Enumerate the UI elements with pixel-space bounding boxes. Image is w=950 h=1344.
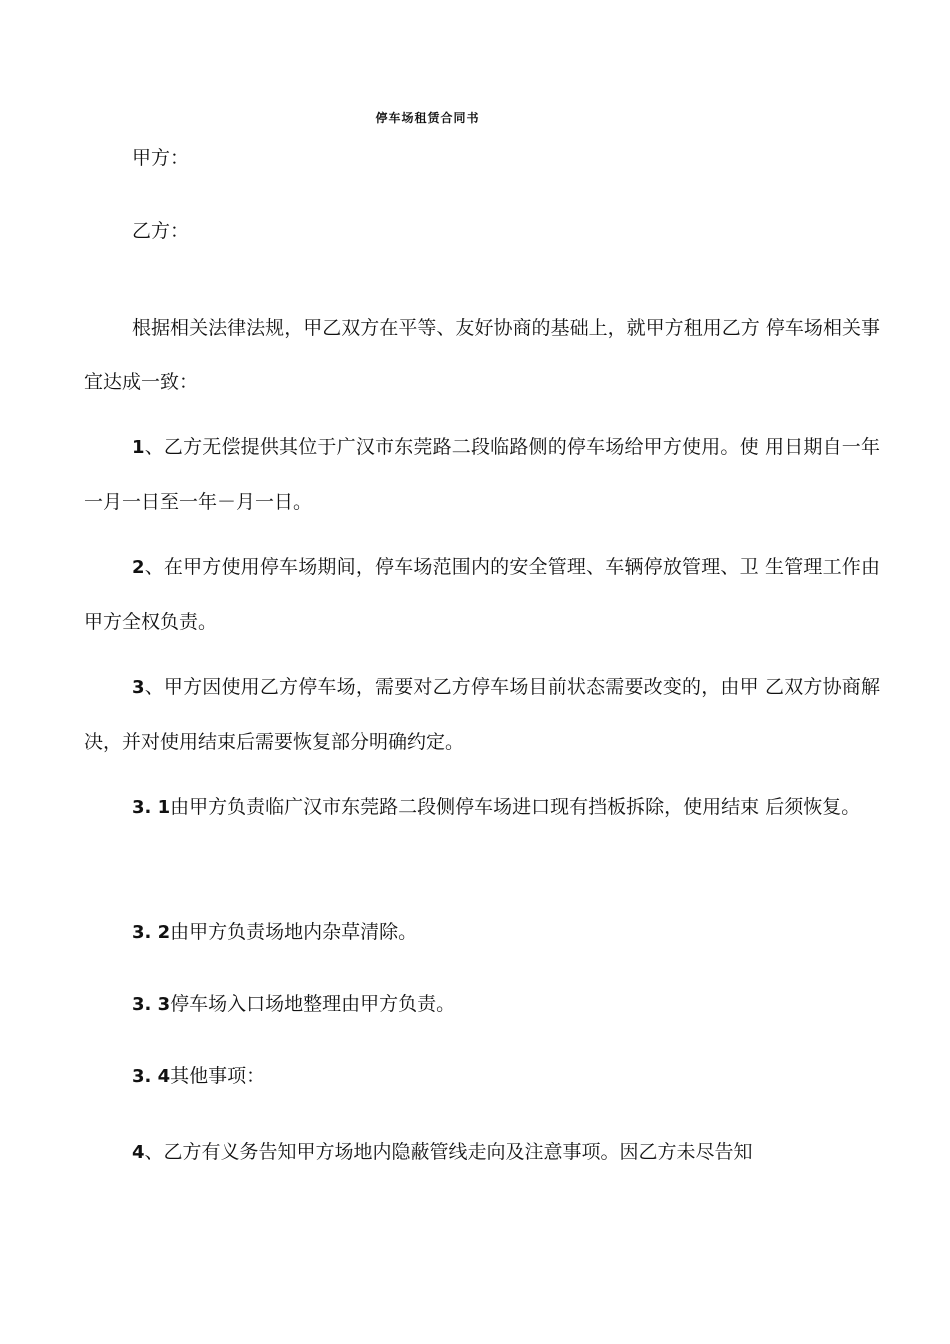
clause-3-1 <box>84 780 880 835</box>
clause-3-3-number: 3. 3 <box>132 994 171 1015</box>
clause-4-text: 、乙方有义务告知甲方场地内隐蔽管线走向及注意事项。因乙方未尽告知 <box>144 1141 753 1163</box>
clause-3-4 <box>84 1049 880 1104</box>
clause-1 <box>84 420 880 529</box>
party-a-line: 甲方： <box>132 147 190 169</box>
clause-4 <box>84 1125 880 1180</box>
clause-4-number: 4 <box>132 1142 145 1163</box>
clause-3-4-number: 3. 4 <box>132 1066 171 1087</box>
clause-3-text: 、甲方因使用乙方停车场，需要对乙方停车场目前状态需要改变的，由甲 乙双方协商解决，并对使用结束后需要恢复部分明确约定。 <box>84 676 880 753</box>
document-title: 停车场租赁合同书 <box>375 111 480 125</box>
clause-3-4-text: 其他事项： <box>170 1065 266 1087</box>
clause-3-3 <box>84 977 880 1032</box>
clause-3-number: 3 <box>132 677 145 698</box>
clause-3-3-text: 停车场入口场地整理由甲方负责。 <box>170 993 456 1015</box>
clause-2 <box>84 540 880 649</box>
intro-paragraph: 根据相关法律法规，甲乙双方在平等、友好协商的基础上，就甲方租用乙方 停车场相关事宜达成一致： <box>84 317 880 393</box>
clause-3-1-text: 由甲方负责临广汉市东莞路二段侧停车场进口现有挡板拆除，使用结束 后须恢复。 <box>170 796 861 818</box>
clause-3-2 <box>84 905 880 960</box>
clause-2-text: 、在甲方使用停车场期间，停车场范围内的安全管理、车辆停放管理、卫 生管理工作由甲方全权负责。 <box>84 556 880 633</box>
clause-1-number: 1 <box>132 437 145 458</box>
clause-3 <box>84 660 880 769</box>
clause-3-2-number: 3. 2 <box>132 922 171 943</box>
clause-3-2-text: 由甲方负责场地内杂草清除。 <box>170 921 418 943</box>
clause-3-1-number: 3. 1 <box>132 797 171 818</box>
party-b-line: 乙方： <box>132 220 190 242</box>
clause-1-text: 、乙方无偿提供其位于广汉市东莞路二段临路侧的停车场给甲方使用。使 用日期自一年一月一日至一年－月一日。 <box>84 436 880 513</box>
clause-2-number: 2 <box>132 557 145 578</box>
